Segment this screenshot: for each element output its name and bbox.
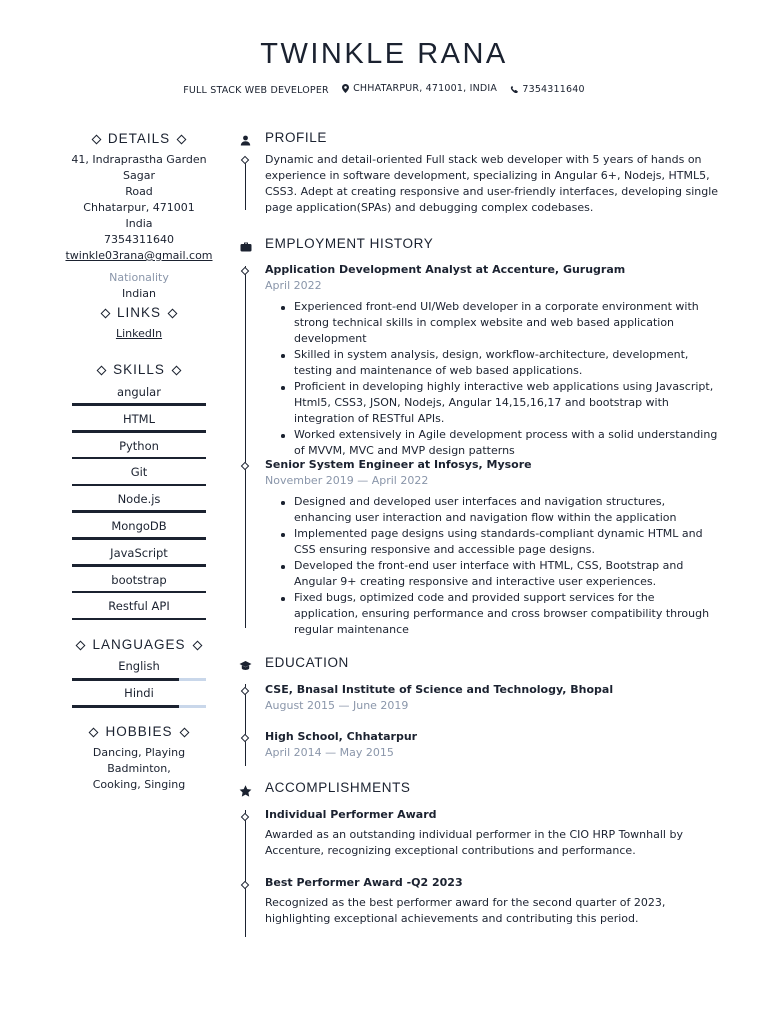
hobbies-line1: Dancing, Playing Badminton, bbox=[92, 746, 186, 775]
details-heading bbox=[60, 131, 218, 147]
job-bullet: Implemented page designs using standards-compliant dynamic HTML and CSS ensuring responsive and accessible page designs. bbox=[294, 526, 720, 558]
address-country: India bbox=[125, 217, 153, 230]
location-pin-icon bbox=[342, 84, 349, 93]
diamond-icon bbox=[171, 365, 181, 375]
details-section bbox=[60, 131, 218, 302]
employment-timeline bbox=[245, 266, 246, 628]
profile-icon bbox=[238, 133, 253, 148]
phone-item bbox=[510, 84, 584, 95]
location-text: CHHATARPUR, 471001, INDIA bbox=[353, 83, 498, 94]
phone-text: 7354311640 bbox=[522, 83, 585, 95]
diamond-icon bbox=[179, 727, 189, 737]
timeline-dot bbox=[240, 156, 248, 164]
accomplishment-text: Recognized as the best performer award for the second quarter of 2023, highlighting exceptional achievements and contributing this period. bbox=[265, 896, 666, 925]
accomplishment-text: Awarded as an outstanding individual performer in the CIO HRP Townhall by Accenture, recognizing exceptional contributions and performance. bbox=[265, 828, 683, 857]
hobbies-section bbox=[60, 724, 218, 793]
accomplishments-heading: ACCOMPLISHMENTS bbox=[265, 780, 411, 795]
job-bullet: Fixed bugs, optimized code and provided support services for the application, ensuring performance and cross browser compatibility through regular maintenance bbox=[294, 590, 720, 638]
profile-timeline bbox=[245, 159, 246, 210]
timeline-dot bbox=[240, 734, 248, 742]
language-level-fill bbox=[72, 678, 179, 681]
diamond-icon bbox=[192, 640, 202, 650]
language-level-bar bbox=[72, 678, 206, 681]
accomplishment-title: Individual Performer Award bbox=[265, 808, 437, 821]
diamond-icon bbox=[97, 365, 107, 375]
skill-bar bbox=[72, 618, 206, 621]
hobbies-title: HOBBIES bbox=[105, 724, 173, 739]
job-bullet: Proficient in developing highly interactive web applications using Javascript, Html5, CSS3, JSON, Nodejs, Angular 14,15,16,17 and bootstrap with integration of RESTful APIs. bbox=[294, 379, 720, 427]
skill-label: Python bbox=[119, 438, 159, 453]
skill-item bbox=[60, 383, 218, 410]
skill-item bbox=[60, 517, 218, 544]
nationality-label: Nationality bbox=[109, 271, 169, 284]
skill-item bbox=[60, 571, 218, 598]
links-section bbox=[60, 305, 218, 342]
skill-label: Node.js bbox=[117, 492, 161, 507]
skill-bar bbox=[72, 510, 206, 513]
details-title: DETAILS bbox=[107, 131, 171, 146]
skill-label: JavaScript bbox=[110, 545, 168, 560]
language-label: Hindi bbox=[124, 685, 154, 700]
languages-title: LANGUAGES bbox=[92, 637, 186, 652]
hobbies-line2: Cooking, Singing bbox=[92, 778, 186, 791]
skill-item bbox=[60, 544, 218, 571]
employment-heading: EMPLOYMENT HISTORY bbox=[265, 236, 434, 251]
job-date: April 2022 bbox=[265, 279, 322, 292]
hobbies-heading bbox=[60, 724, 218, 740]
language-level-fill bbox=[72, 705, 179, 708]
skill-label: HTML bbox=[122, 411, 155, 426]
address-city: Chhatarpur, 471001 bbox=[83, 201, 195, 214]
skill-label: Restful API bbox=[108, 599, 170, 614]
diamond-icon bbox=[168, 308, 178, 318]
phone-icon bbox=[510, 85, 518, 93]
links-title: LINKS bbox=[116, 305, 162, 320]
address-line2: Road bbox=[125, 185, 153, 198]
job-bullet: Experienced front-end UI/Web developer in a corporate environment with strong technical skills in complex website and web based application development bbox=[294, 299, 720, 347]
skill-bar bbox=[72, 403, 206, 406]
diamond-icon bbox=[89, 727, 99, 737]
skills-title: SKILLS bbox=[113, 362, 165, 377]
accomplishments-timeline bbox=[245, 810, 246, 937]
skill-bar bbox=[72, 564, 206, 567]
languages-heading bbox=[60, 637, 218, 653]
timeline-dot bbox=[240, 687, 248, 695]
skills-heading bbox=[60, 362, 218, 378]
education-entry bbox=[265, 682, 720, 714]
skill-label: MongoDB bbox=[111, 518, 167, 533]
language-item bbox=[60, 685, 218, 712]
job-bullet: Worked extensively in Agile development process with a solid understanding of MVVM, MVC and MVP design patterns bbox=[294, 427, 720, 459]
job-bullets bbox=[265, 494, 720, 638]
education-heading: EDUCATION bbox=[265, 655, 349, 670]
job-entry bbox=[265, 457, 720, 638]
skill-label: Git bbox=[130, 465, 148, 480]
job-title: Application Development Analyst at Accenture, Gurugram bbox=[265, 263, 626, 276]
education-timeline bbox=[245, 684, 246, 766]
timeline-dot bbox=[240, 267, 248, 275]
job-bullets bbox=[265, 299, 720, 459]
skill-item bbox=[60, 410, 218, 437]
skill-bar bbox=[72, 430, 206, 433]
skill-bar bbox=[72, 591, 206, 594]
job-title: FULL STACK WEB DEVELOPER bbox=[183, 85, 329, 96]
diamond-icon bbox=[177, 134, 187, 144]
linkedin-link[interactable]: LinkedIn bbox=[115, 327, 163, 340]
education-title: High School, Chhatarpur bbox=[265, 730, 418, 743]
timeline-dot bbox=[240, 813, 248, 821]
skill-item bbox=[60, 463, 218, 490]
graduation-cap-icon bbox=[238, 658, 253, 673]
job-bullet: Developed the front-end user interface with HTML, CSS, Bootstrap and Angular 9+ creating responsive and interactive user experiences. bbox=[294, 558, 720, 590]
profile-text: Dynamic and detail-oriented Full stack web developer with 5 years of hands on experience in software development, specializing in Angular 6+, Nodejs, HTML5, CSS3. Adept at creating responsive and user-friendly interfaces, developing single page application(SPAs) and debugging complex codebases. bbox=[265, 153, 719, 214]
accomplishment-title: Best Performer Award -Q2 2023 bbox=[265, 876, 463, 889]
header-subline bbox=[0, 83, 768, 96]
email-link[interactable]: twinkle03rana@gmail.com bbox=[65, 249, 213, 262]
skill-item bbox=[60, 597, 218, 624]
diamond-icon bbox=[91, 134, 101, 144]
skill-bar bbox=[72, 457, 206, 460]
diamond-icon bbox=[101, 308, 111, 318]
languages-section bbox=[60, 637, 218, 712]
resume-name: TWINKLE RANA bbox=[260, 38, 508, 70]
timeline-dot bbox=[240, 462, 248, 470]
details-phone: 7354311640 bbox=[104, 233, 174, 246]
job-title: Senior System Engineer at Infosys, Mysore bbox=[265, 458, 532, 471]
language-level-bar bbox=[72, 705, 206, 708]
education-title: CSE, Bnasal Institute of Science and Technology, Bhopal bbox=[265, 683, 614, 696]
education-date: April 2014 — May 2015 bbox=[265, 746, 394, 759]
accomplishment-entry bbox=[265, 875, 720, 927]
profile-heading: PROFILE bbox=[265, 130, 327, 145]
skill-label: angular bbox=[117, 385, 161, 399]
nationality-value: Indian bbox=[122, 287, 156, 300]
diamond-icon bbox=[76, 640, 86, 650]
skill-label: bootstrap bbox=[111, 572, 167, 587]
language-item bbox=[60, 658, 218, 685]
timeline-dot bbox=[240, 881, 248, 889]
job-entry bbox=[265, 262, 720, 459]
education-date: August 2015 — June 2019 bbox=[265, 699, 409, 712]
briefcase-icon bbox=[238, 239, 253, 254]
star-icon bbox=[238, 783, 253, 798]
language-label: English bbox=[118, 659, 160, 673]
job-bullet: Skilled in system analysis, design, workflow-architecture, development, testing and maintenance of web based applications. bbox=[294, 347, 720, 379]
location-item bbox=[342, 83, 497, 94]
accomplishment-entry bbox=[265, 807, 720, 859]
links-heading bbox=[60, 305, 218, 321]
education-entry bbox=[265, 729, 720, 761]
job-date: November 2019 — April 2022 bbox=[265, 474, 429, 487]
skill-item bbox=[60, 490, 218, 517]
address-line1: 41, Indraprastha Garden Sagar bbox=[71, 153, 207, 182]
skill-item bbox=[60, 437, 218, 464]
skill-bar bbox=[72, 484, 206, 487]
skill-bar bbox=[72, 537, 206, 540]
job-bullet: Designed and developed user interfaces and navigation structures, enhancing user interaction and navigation flow within the application bbox=[294, 494, 720, 526]
skills-section bbox=[60, 362, 218, 624]
